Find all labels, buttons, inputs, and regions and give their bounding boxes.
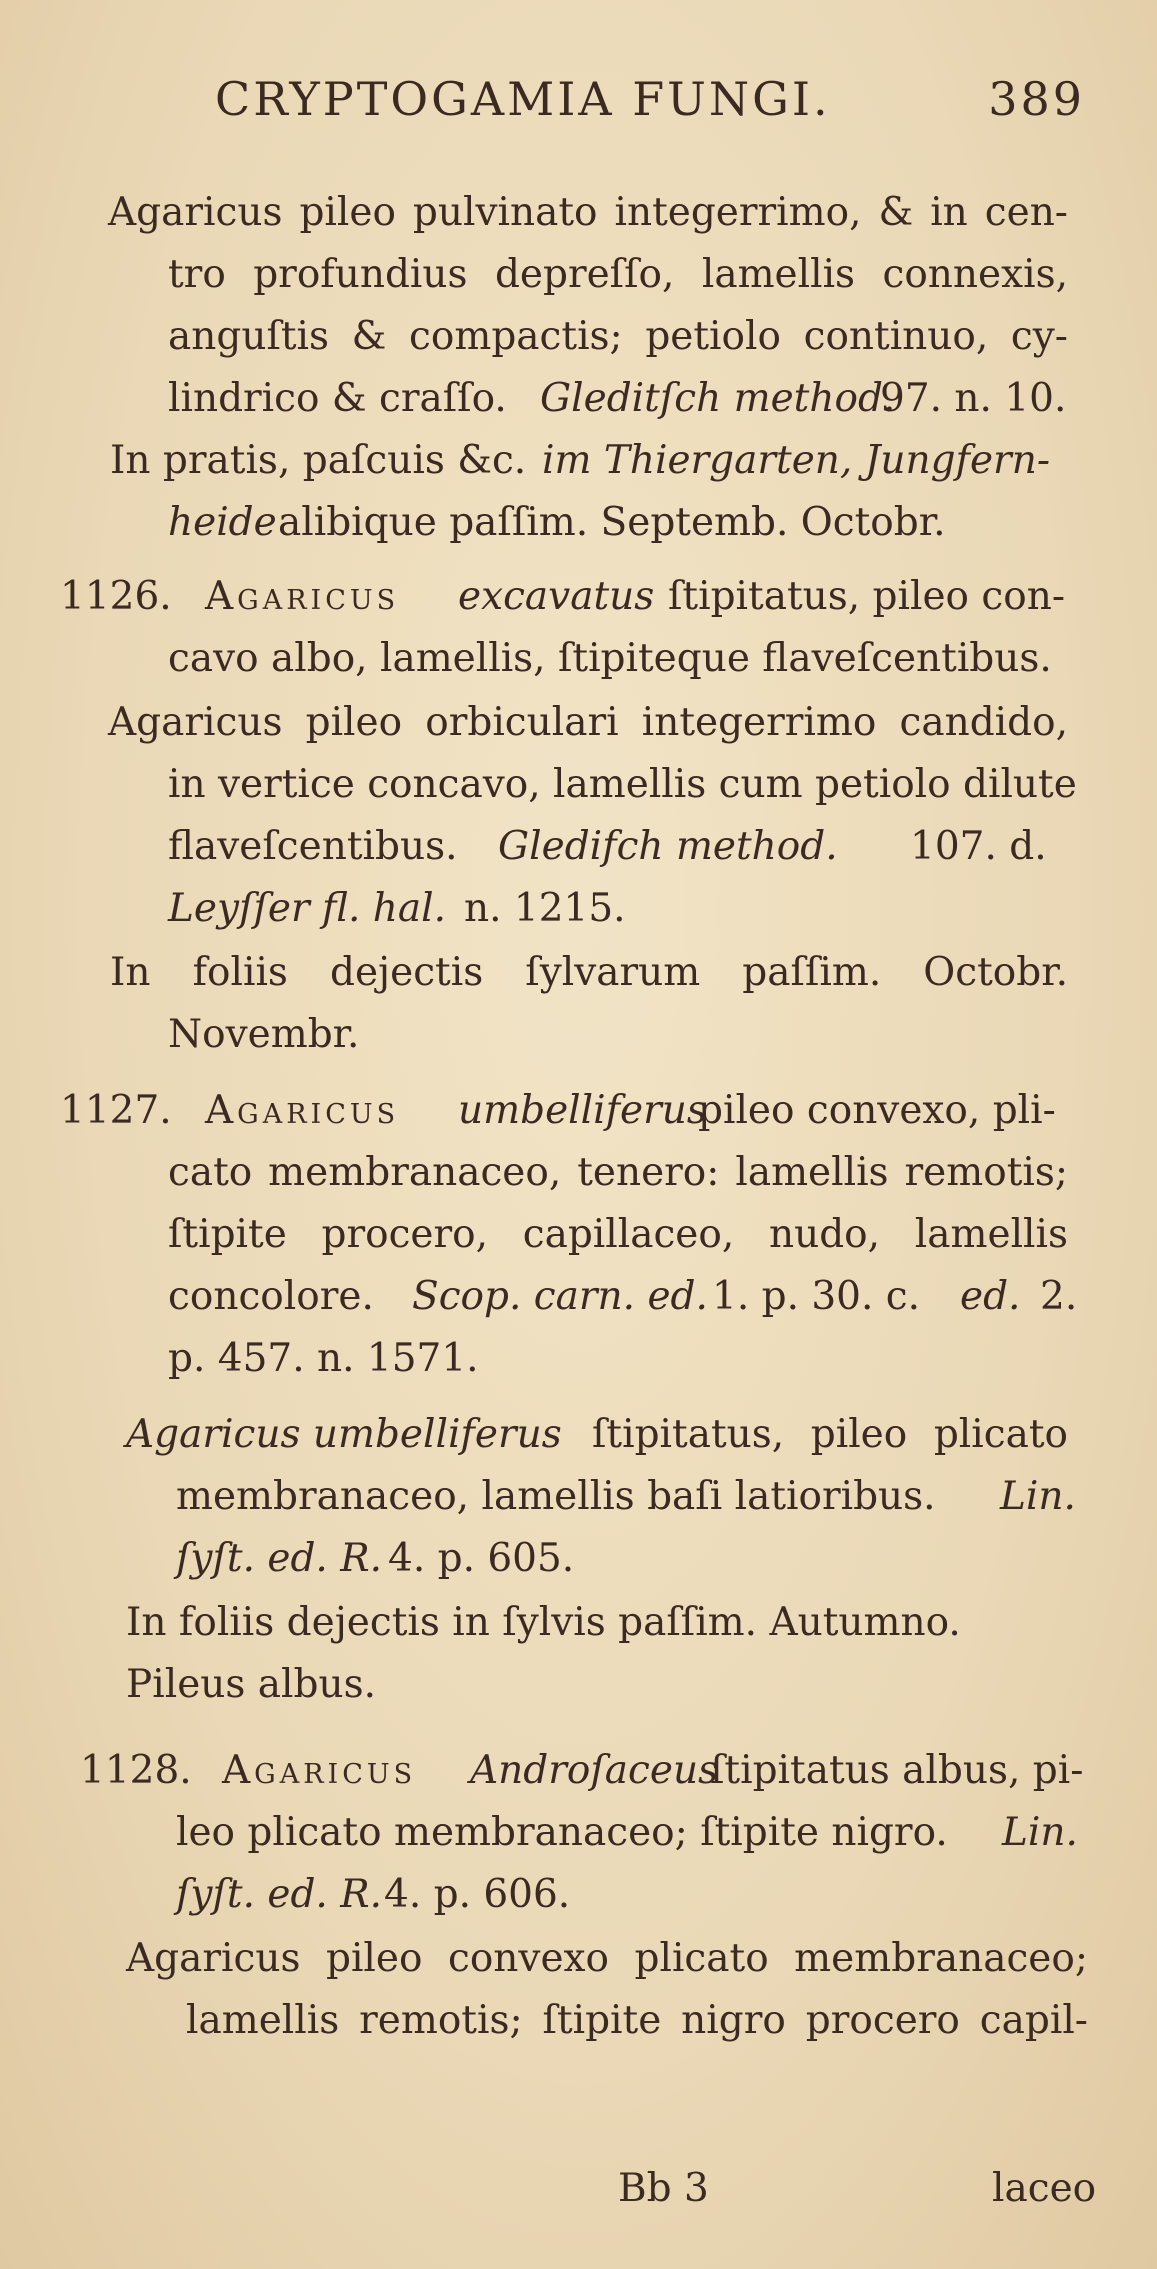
text-line: lamellis remotis; ſtipite nigro procero capil- (186, 1998, 1088, 2043)
text-line: alibique paſſim. Septemb. Octobr. (278, 500, 946, 545)
text-line: Pileus albus. (126, 1662, 377, 1707)
text-line: Scop. carn. ed. (412, 1274, 708, 1319)
text-line: Agaricus pileo pulvinato integerrimo, & in cen- (108, 190, 1068, 235)
text-line: tro profundius depreſſo, lamellis connexis, (168, 252, 1068, 297)
text-line: Lin. (1000, 1474, 1076, 1519)
text-line: Agaricus pileo convexo plicato membranaceo; (126, 1936, 1088, 1981)
text-line: anguſtis & compactis; petiolo continuo, cy- (168, 314, 1068, 359)
text-line: In foliis dejectis ſylvarum paſſim. Octobr. (110, 950, 1068, 995)
text-line: cato membranaceo, tenero: lamellis remotis; (168, 1150, 1068, 1195)
text-line: ſyſt. ed. R. (176, 1872, 382, 1917)
text-line: ſtipitatus albus, pi- (710, 1748, 1084, 1793)
text-line: Novembr. (168, 1012, 360, 1057)
text-line: leo plicato membranaceo; ſtipite nigro. (176, 1810, 948, 1855)
text-line: ſtipite procero, capillaceo, nudo, lamellis (168, 1212, 1068, 1257)
text-line: 4. p. 605. (388, 1536, 575, 1581)
text-line: heide (168, 500, 277, 545)
text-line: n. 1215. (464, 886, 626, 931)
running-head (215, 72, 1085, 142)
page-number: 389 (988, 72, 1085, 126)
text-line: ſtipitatus, pileo plicato (592, 1412, 1068, 1457)
text-line: Agaricus (205, 1088, 400, 1133)
text-line: 1126. (60, 574, 172, 619)
text-line: In pratis, paſcuis &c. (110, 438, 527, 483)
text-line: 4. p. 606. (384, 1872, 571, 1917)
text-line: Agaricus (205, 574, 400, 619)
text-line: ſyſt. ed. R. (176, 1536, 382, 1581)
signature-mark: Bb 3 (618, 2166, 709, 2211)
text-line: 2. (1040, 1274, 1078, 1319)
text-line: Leyſſer fl. hal. (168, 886, 447, 931)
text-line: in vertice concavo, lamellis cum petiolo dilute (168, 762, 1077, 807)
text-line: p. 457. n. 1571. (168, 1336, 479, 1381)
text-line: cavo albo, lamellis, ſtipiteque flaveſcentibus. (168, 636, 1052, 681)
text-line: pileo convexo, pli- (698, 1088, 1056, 1133)
text-line: umbelliferus (458, 1088, 707, 1133)
text-line: Androſaceus (470, 1748, 719, 1793)
running-head-title: CRYPTOGAMIA FUNGI. (215, 72, 831, 126)
text-line: 1128. (80, 1748, 192, 1793)
text-line: concolore. (168, 1274, 374, 1319)
text-line: 1127. (60, 1088, 172, 1133)
text-line: 1. p. 30. c. (712, 1274, 921, 1319)
text-line: flaveſcentibus. (168, 824, 458, 869)
text-line: Agaricus pileo orbiculari integerrimo candido, (108, 700, 1068, 745)
text-line: Gleditſch method. (540, 376, 896, 421)
text-line: 97. n. 10. (880, 376, 1067, 421)
text-line: In foliis dejectis in ſylvis paſſim. Autumno. (126, 1600, 961, 1645)
text-line: membranaceo, lamellis baſi latioribus. (176, 1474, 936, 1519)
catchword: laceo (992, 2166, 1097, 2211)
text-line: lindrico & craſſo. (168, 376, 507, 421)
text-line: excavatus (458, 574, 655, 619)
text-line: ſtipitatus, pileo con- (668, 574, 1066, 619)
text-line: 107. d. (910, 824, 1047, 869)
text-line: Agaricus (222, 1748, 417, 1793)
text-line: ed. (960, 1274, 1021, 1319)
text-line: Agaricus umbelliferus (126, 1412, 562, 1457)
text-line: im Thiergarten, Jungfern- (542, 438, 1050, 483)
text-line: Gledifch method. (498, 824, 838, 869)
text-line: Lin. (1002, 1810, 1078, 1855)
